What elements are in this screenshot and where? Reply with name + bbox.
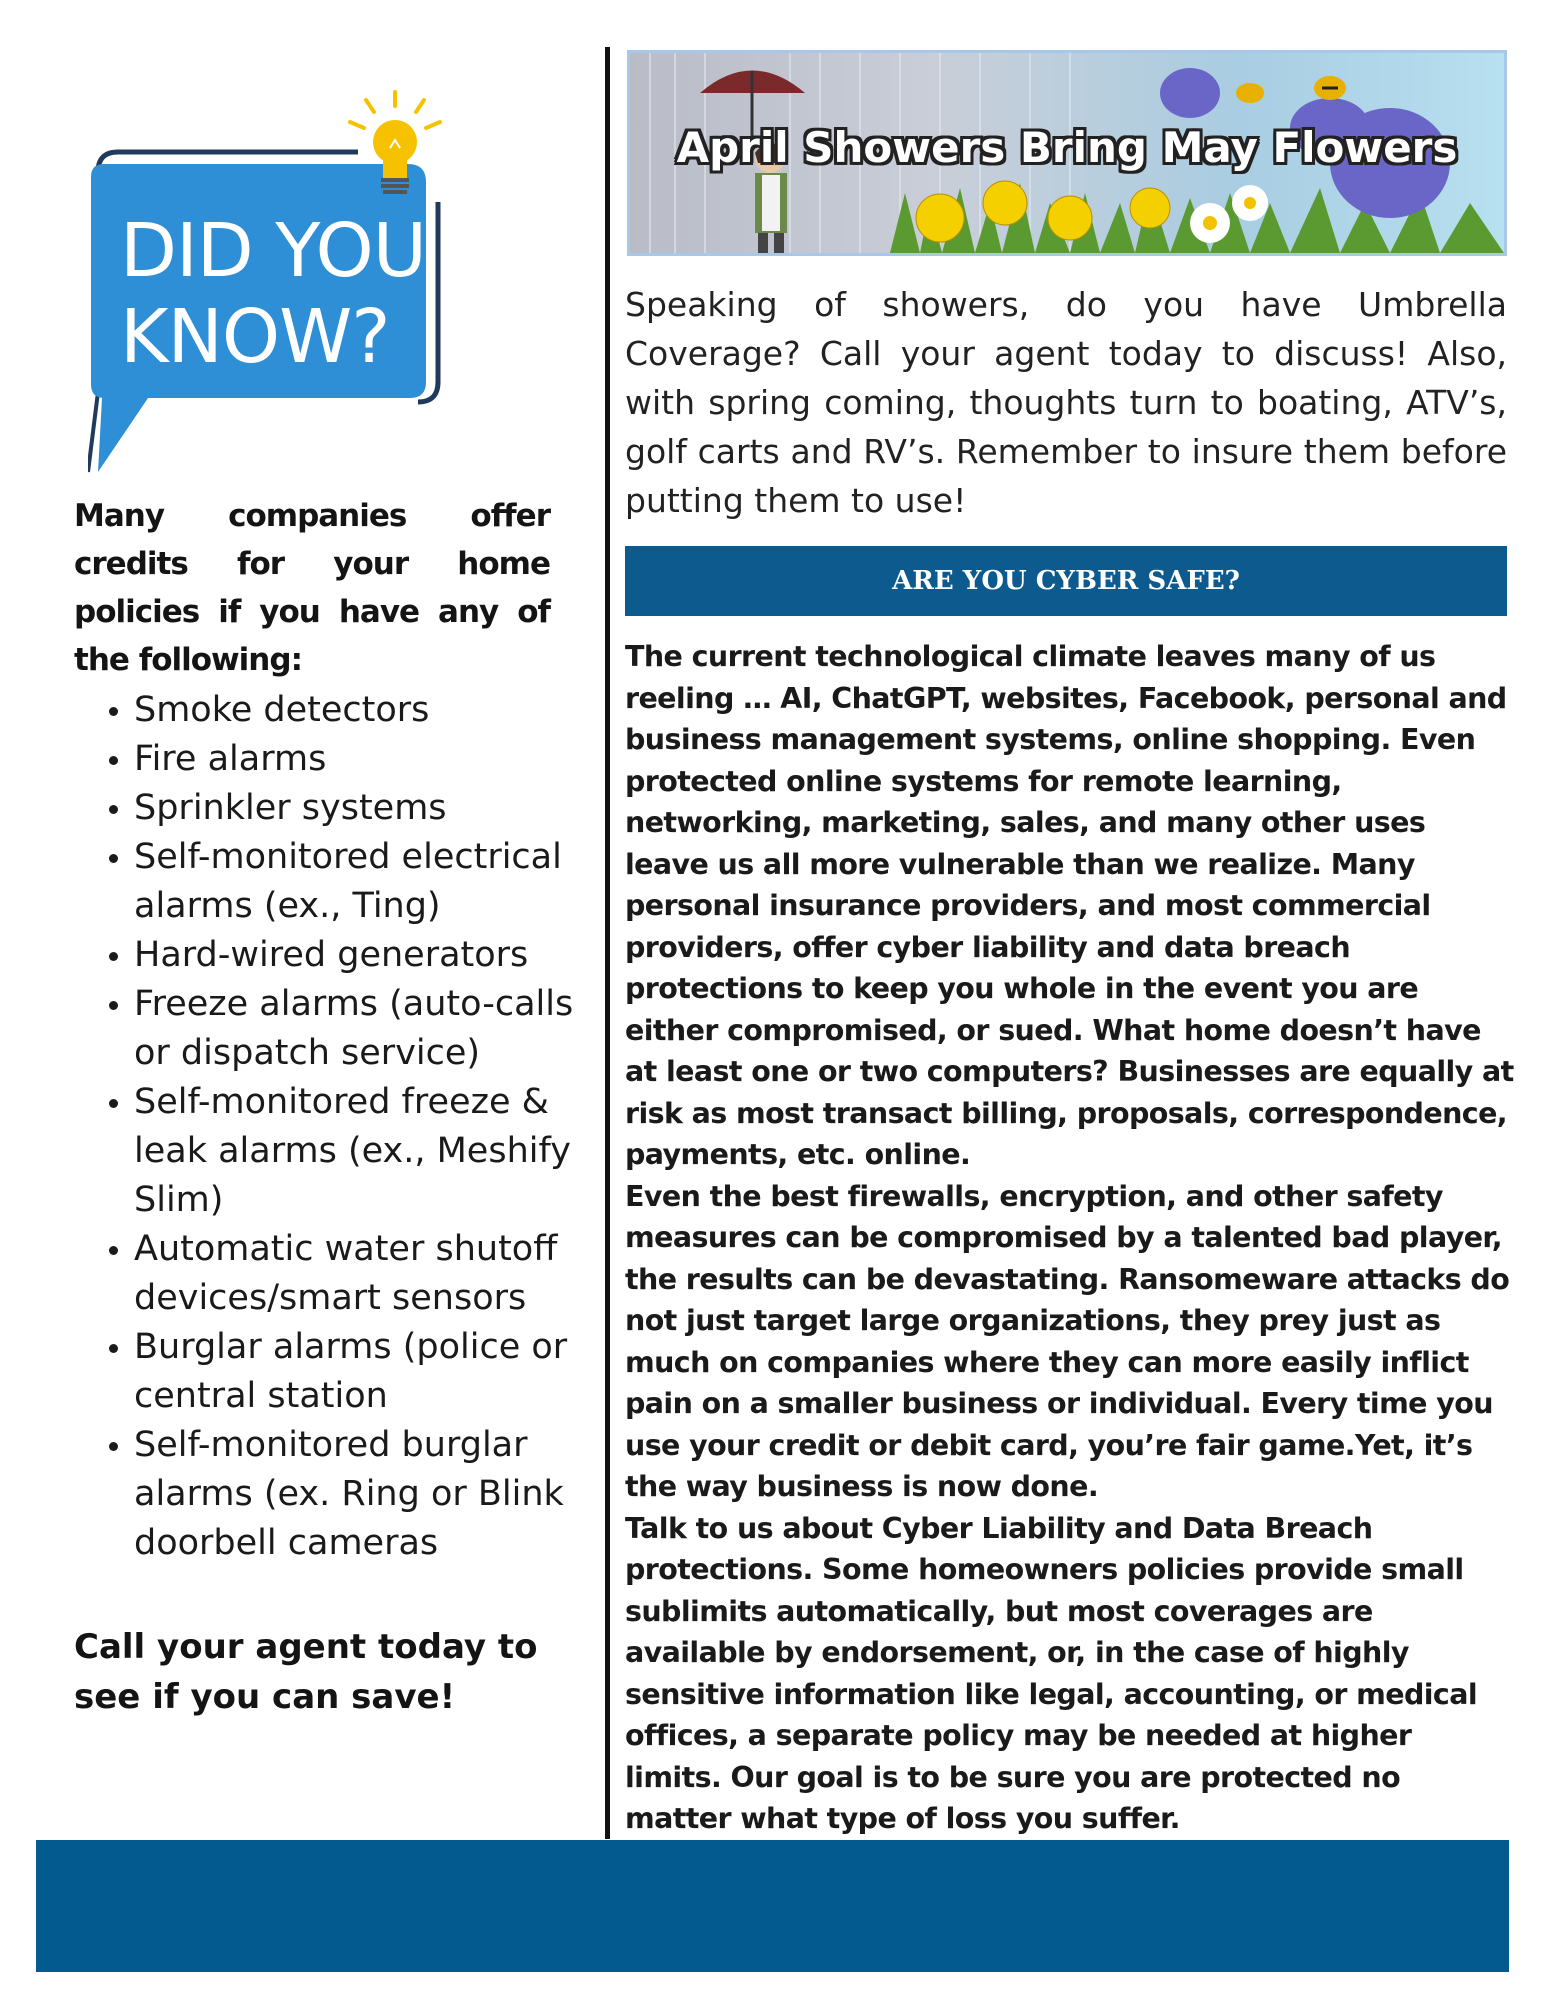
cyber-heading: ARE YOU CYBER SAFE? [892, 566, 1240, 596]
list-item: • Burglar alarms (police or central station [134, 1323, 604, 1421]
cyber-paragraph: The current technological climate leaves many of us reeling … AI, ChatGPT, websites, Facebook, personal and business management systems, online shopping. Even protected online systems for remote learning, networking, marketing, sales, and many other uses leave us all more vulnerable than we realize. Many personal insurance providers, and most commercial providers, offer cyber liability and data breach protections to keep you whole in the event you are either compromised, or sued. What home doesn’t have at least one or two computers? Businesses are equally at risk as most transact billing, proposals, correspondence, payments, etc. online. [625, 640, 1514, 1171]
list-item: • Sprinkler systems [134, 784, 604, 833]
bee-icon [1236, 76, 1346, 103]
credits-intro: Many companies offer credits for your home policies if you have any of the following: [74, 498, 550, 678]
cyber-paragraph: Talk to us about Cyber Liability and Data Breach protections. Some homeowners policies provide small sublimits automatically, but most coverages are available by endorsement, or, in the case of highly sensitive information like legal, accounting, or medical offices, a separate policy may be needed at higher limits. Our goal is to be sure you are protected no matter what type of loss you suffer. [625, 1511, 1478, 1835]
list-item: • Automatic water shutoff devices/smart sensors [134, 1225, 604, 1323]
list-item: • Self-monitored electrical alarms (ex., Ting) [134, 833, 604, 931]
credits-list [96, 686, 604, 1568]
umbrella-coverage-paragraph: Speaking of showers, do you have Umbrella Coverage? Call your agent today to discuss! Also, with spring coming, thoughts turn to boating, ATV’s, golf carts and RV’s. Remember to insure them before putting them to use! [625, 285, 1507, 520]
spring-banner [627, 50, 1507, 256]
list-item: • Self-monitored burglar alarms (ex. Ring or Blink doorbell cameras [134, 1421, 604, 1568]
banner-title: April Showers Bring May Flowers [676, 123, 1458, 172]
cyber-heading-bar [625, 546, 1507, 616]
cyber-article [625, 636, 1515, 1840]
list-item: • Self-monitored freeze & leak alarms (ex., Meshify Slim) [134, 1078, 604, 1225]
list-item: • Smoke detectors [134, 686, 604, 735]
cyber-paragraph: Even the best firewalls, encryption, and other safety measures can be compromised by a talented bad player, the results can be devastating. Ransomeware attacks do not just target large organizations, they prey just as much on companies where they can more easily inflict pain on a smaller business or individual. Every time you use your credit or debit card, you’re fair game.Yet, it’s the way business is now done. [625, 1179, 1510, 1503]
column-divider [605, 47, 610, 1839]
did-you-know-title: DID YOU KNOW? [120, 208, 426, 380]
list-item: • Hard-wired generators [134, 931, 604, 980]
list-item: • Fire alarms [134, 735, 604, 784]
footer-bar [36, 1840, 1509, 1972]
list-item: • Freeze alarms (auto-calls or dispatch service) [134, 980, 604, 1078]
call-agent-cta: Call your agent today to see if you can save! [74, 1627, 538, 1717]
